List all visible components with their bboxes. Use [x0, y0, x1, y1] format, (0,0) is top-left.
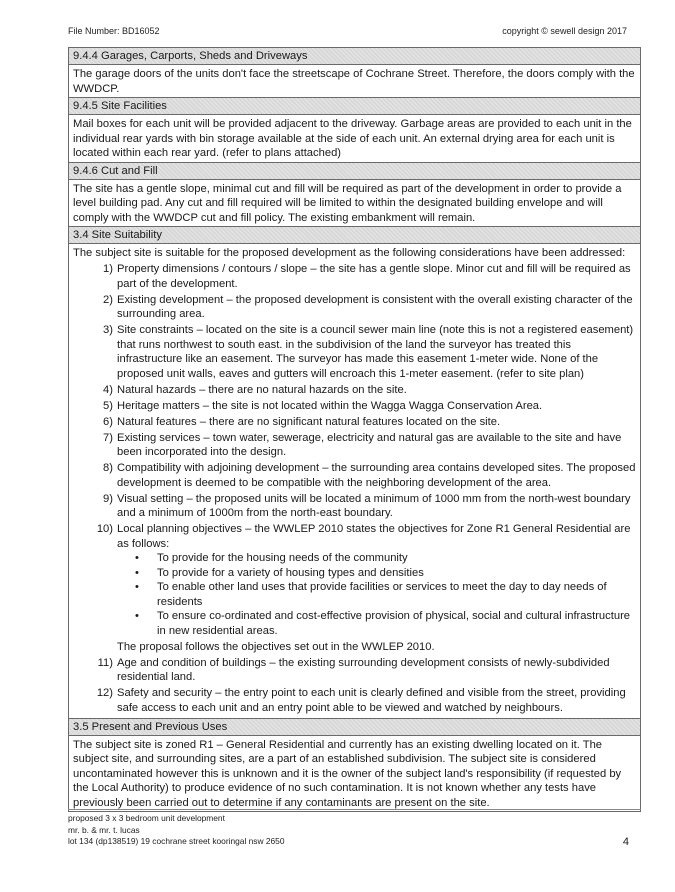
footer-client: mr. b. & mr. t. lucas — [68, 824, 140, 835]
item-text: Visual setting – the proposed units will be located a minimum of 1000 mm from the north-west boundary and a minimum of 1000m from the north-east boundary. — [117, 492, 631, 519]
item-number: 12) — [96, 687, 113, 699]
item-number: 6) — [103, 415, 113, 428]
bullet-item — [117, 551, 636, 566]
bullet-text: To enable other land uses that provide facilities or services to meet the day to day needs of residents — [157, 581, 607, 608]
item-number: 3) — [103, 324, 113, 336]
item-text: Local planning objectives – the WWLEP 2010 states the objectives for Zone R1 General Residential are as follows: — [117, 523, 631, 550]
item-text: Compatibility with adjoining development – the surrounding area contains developed sites. The proposed development is deemed to be compatible with the neighboring development of the area. — [117, 462, 636, 489]
list-item — [73, 323, 636, 381]
copyright-notice: copyright © sewell design 2017 — [502, 26, 627, 36]
considerations-list-continued — [73, 656, 636, 716]
footer-project: proposed 3 x 3 bedroom unit development — [68, 813, 225, 823]
item-number: 2) — [103, 293, 113, 306]
item-number: 9) — [103, 492, 113, 505]
objectives-list — [117, 551, 636, 638]
bullet-text: To ensure co-ordinated and cost-effective provision of physical, social and cultural infrastructure in new residential areas. — [157, 610, 631, 637]
section-heading-facilities: 9.4.5 Site Facilities — [68, 97, 641, 115]
list-item — [73, 431, 636, 460]
list-item — [73, 399, 636, 414]
paragraph: The subject site is zoned R1 – General Residential and currently has an existing dwelling located on it. The subject site, and surrounding sites, are a part of an established subdivision. The subject site is considered uncontaminated however this is unknown and it is the owner of the subject land's responsibility (if requested by the Local Authority) to produce evidence of no such contamination. It is not known whether any tests have previously been carried out to determine if any contaminants are present on the site. — [73, 738, 622, 809]
section-body-suitability — [68, 244, 641, 719]
item-text: Site constraints – located on the site is a council sewer main line (note this is not a registered easement) that runs northwest to south east. in the subdivision of the land the surveyor has treated this infrastructure like an easement. The surveyor has made this easement 1-meter wide. None of the proposed unit walls, eaves and gutters will encroach this 1-meter easement. (refer to site plan) — [117, 324, 634, 380]
footer — [68, 813, 285, 848]
bullet-icon: • — [135, 566, 139, 579]
list-item — [73, 415, 636, 430]
item-number: 8) — [103, 462, 113, 474]
paragraph: Mail boxes for each unit will be provided adjacent to the driveway. Garbage areas are provided to each unit in the individual rear yards with bin storage available at the side of each unit. An external drying area for each unit is located within each rear yard. (refer to plans attached) — [73, 118, 632, 159]
item-text: Age and condition of buildings – the existing surrounding development consists of newly-subdivided residential land. — [117, 656, 610, 683]
list-item — [73, 492, 636, 521]
bullet-icon: • — [135, 610, 139, 622]
bullet-item — [117, 566, 636, 581]
page-number: 4 — [622, 836, 629, 848]
bullet-icon: • — [135, 581, 139, 593]
bullet-icon: • — [135, 552, 139, 564]
list-item — [73, 461, 636, 490]
document-body — [68, 48, 641, 812]
list-item — [73, 522, 636, 638]
item-text: Safety and security – the entry point to each unit is clearly defined and visible from the street, providing safe access to each unit and an entry point able to be viewed and watched by neighbours. — [117, 687, 626, 714]
section-body-uses — [68, 736, 641, 813]
item-number: 5) — [103, 399, 113, 412]
item-number: 10) — [96, 523, 113, 535]
section-body-facilities — [68, 115, 641, 163]
list-item — [73, 262, 636, 291]
bullet-item — [117, 609, 636, 638]
item-text: Existing development – the proposed development is consistent with the overall existing character of the surrounding area. — [117, 293, 633, 320]
section-body-garages — [68, 65, 641, 98]
item-number: 7) — [103, 431, 113, 444]
item-number: 11) — [97, 656, 113, 669]
item-text: Property dimensions / contours / slope – the site has a gentle slope. Minor cut and fill will be required as part of the development. — [117, 263, 631, 290]
list-item — [73, 293, 636, 322]
paragraph: The garage doors of the units don't face the streetscape of Cochrane Street. Therefore, the doors comply with the WWDCP. — [73, 68, 635, 95]
file-number: File Number: BD16052 — [68, 26, 160, 36]
paragraph: The subject site is suitable for the proposed development as the following considerations have been addressed: — [73, 247, 626, 259]
item-number: 4) — [103, 383, 113, 396]
bullet-text: To provide for the housing needs of the community — [157, 552, 408, 564]
list-item — [73, 383, 636, 398]
footer-divider — [68, 809, 641, 810]
bullet-text: To provide for a variety of housing types and densities — [157, 566, 424, 579]
item-text: Natural hazards – there are no natural hazards on the site. — [117, 383, 407, 396]
section-heading-uses: 3.5 Present and Previous Uses — [68, 718, 641, 736]
section-heading-suitability: 3.4 Site Suitability — [68, 226, 641, 244]
bullet-item — [117, 580, 636, 609]
footer-address: lot 134 (dp138519) 19 cochrane street kooringal nsw 2650 — [68, 836, 285, 846]
item-text: Heritage matters – the site is not located within the Wagga Wagga Conservation Area. — [117, 399, 543, 412]
objectives-conclusion: The proposal follows the objectives set out in the WWLEP 2010. — [117, 640, 435, 653]
list-item — [73, 686, 636, 715]
section-heading-garages: 9.4.4 Garages, Carports, Sheds and Driveways — [68, 47, 641, 65]
list-item — [73, 656, 636, 685]
paragraph: The site has a gentle slope, minimal cut and fill will be required as part of the development in order to provide a level building pad. Any cut and fill required will be limited to within the designated building envelope and will comply with the WWDCP cut and fill policy. The existing embankment will remain. — [73, 182, 622, 224]
section-body-cutfill — [68, 180, 641, 228]
considerations-list — [73, 262, 636, 638]
section-heading-cutfill: 9.4.6 Cut and Fill — [68, 162, 641, 180]
item-number: 1) — [103, 263, 113, 275]
item-text: Natural features – there are no significant natural features located on the site. — [117, 415, 501, 428]
item-text: Existing services – town water, sewerage, electricity and natural gas are available to the site and have been incorporated into the design. — [117, 431, 622, 458]
